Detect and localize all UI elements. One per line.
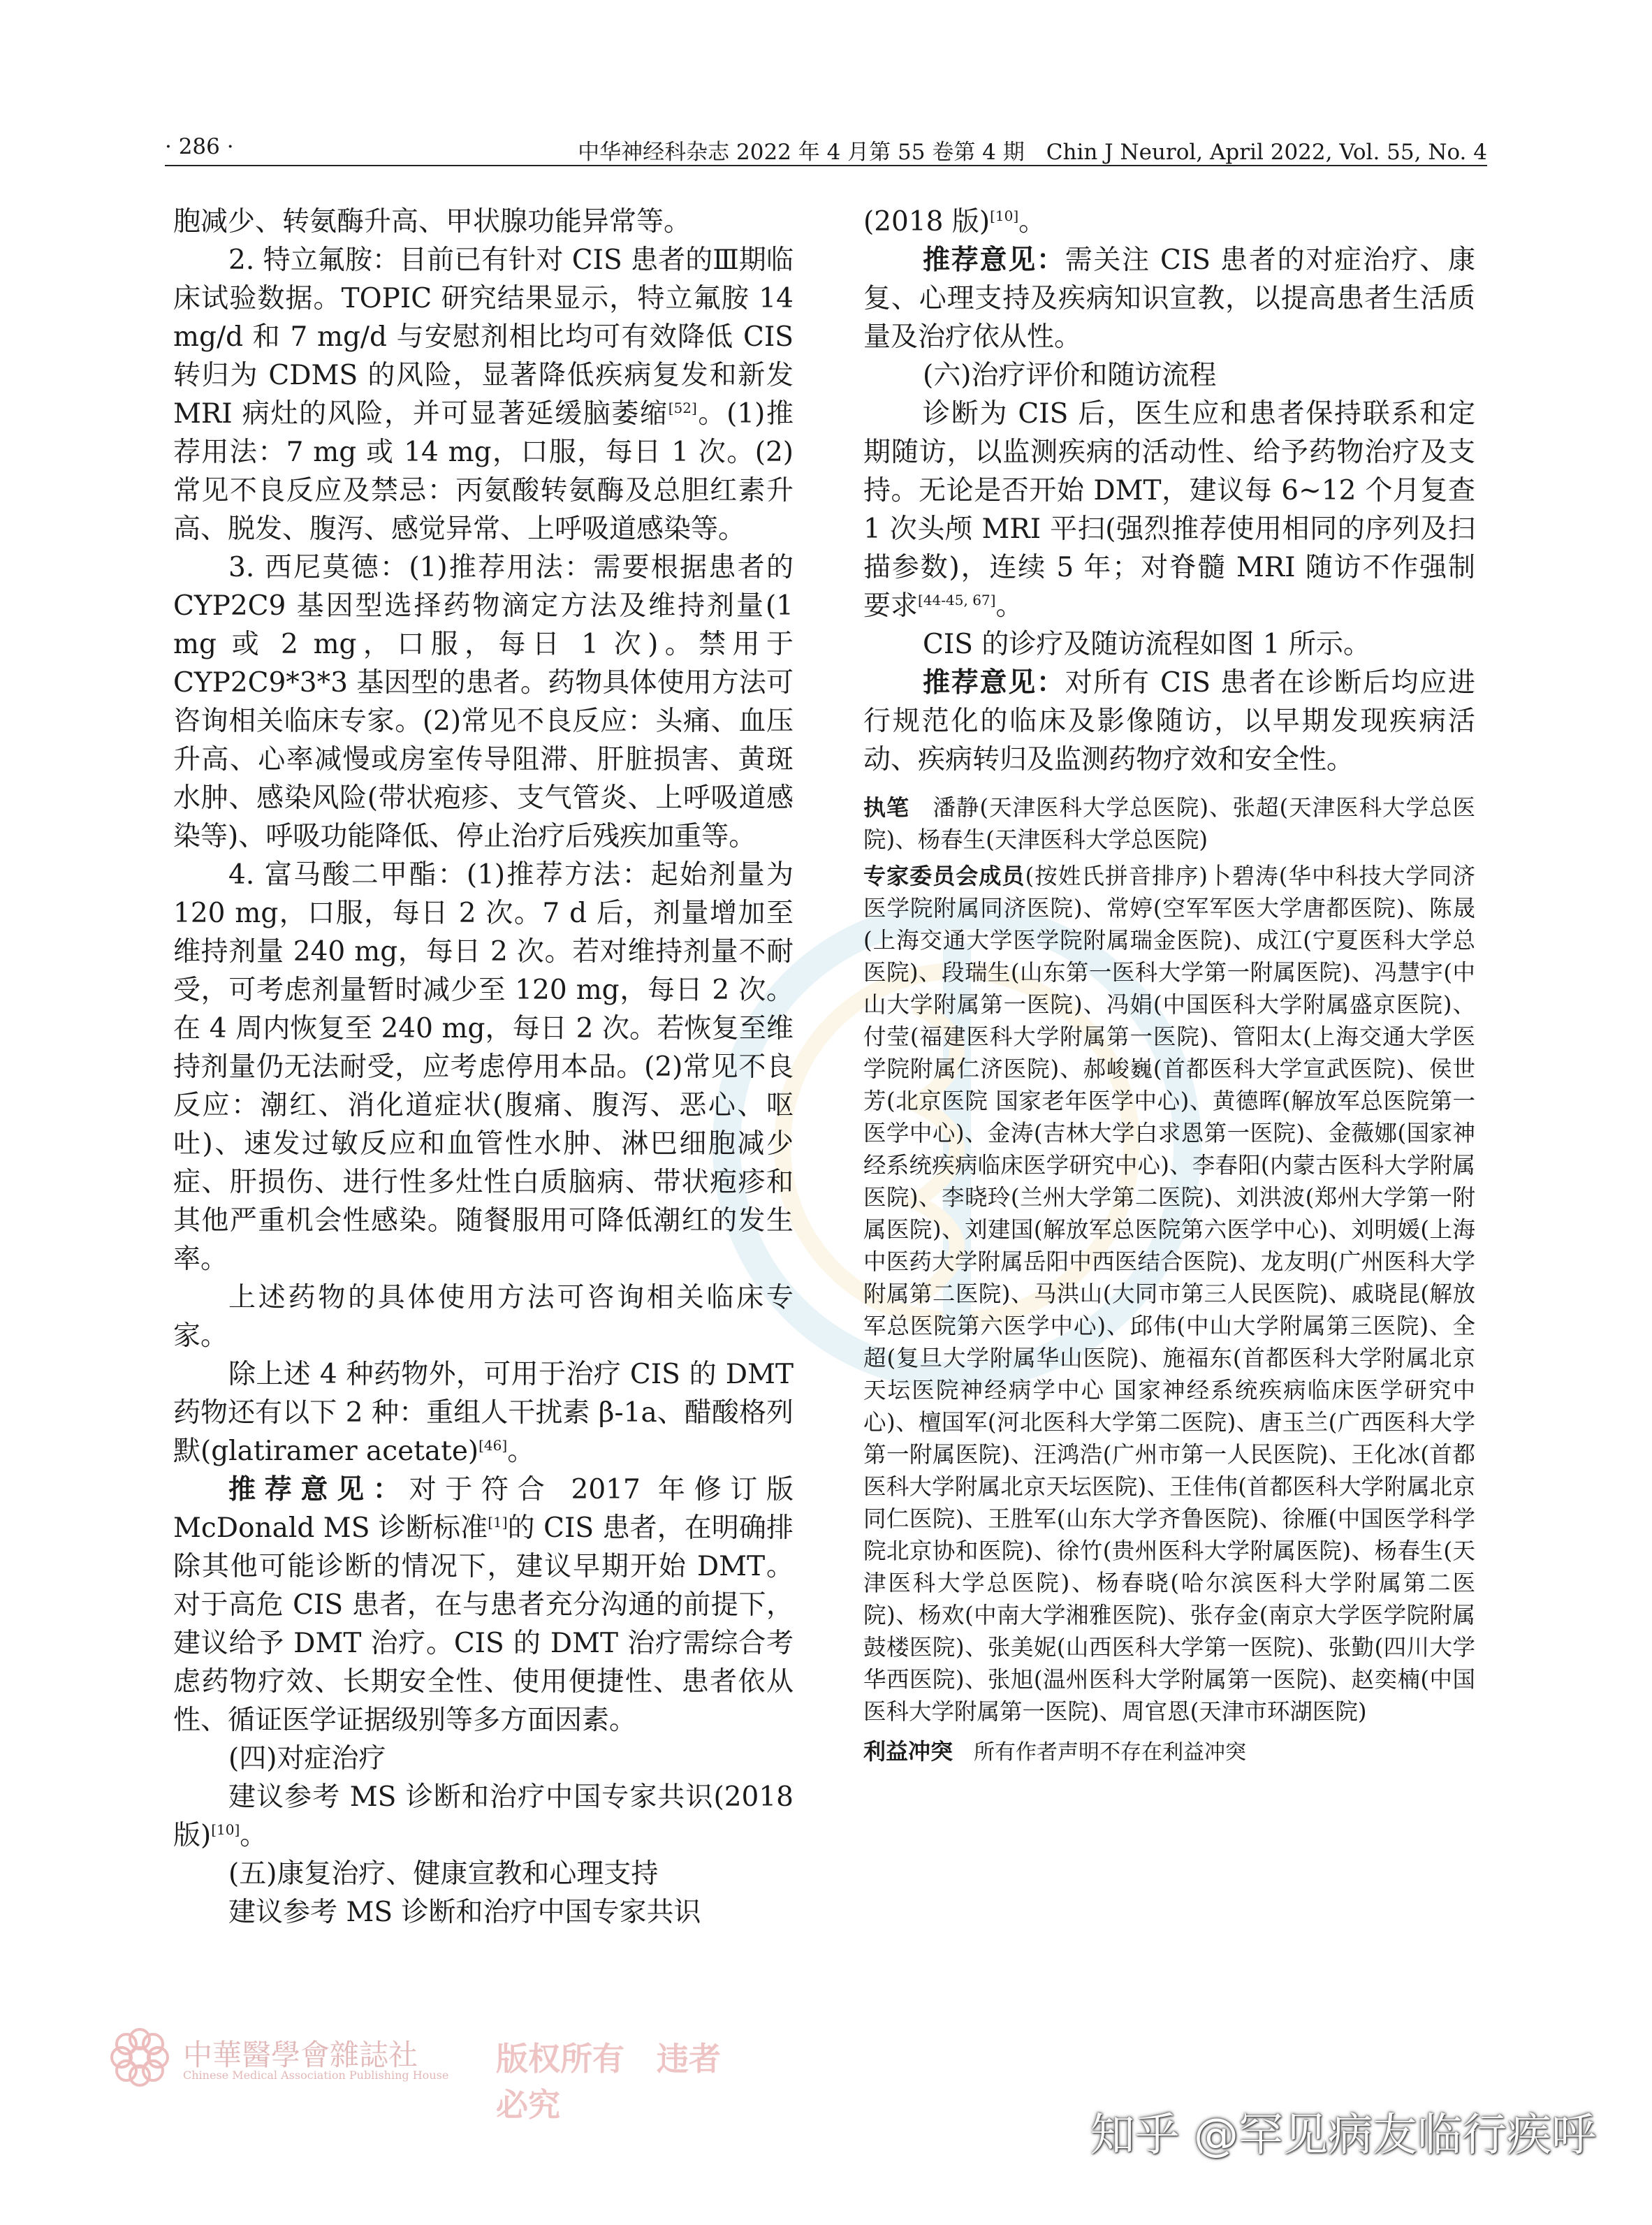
- citation: [10]: [990, 207, 1019, 224]
- conflict-of-interest: 利益冲突 所有作者声明不存在利益冲突: [863, 1738, 1247, 1765]
- page-number: · 286 ·: [165, 134, 234, 159]
- paragraph: 建议参考 MS 诊断和治疗中国专家共识: [228, 1897, 701, 1928]
- citation: [44-45, 67]: [918, 592, 996, 608]
- publisher-flower-icon: [105, 2022, 175, 2092]
- paragraph: 建议参考 MS 诊断和治疗中国专家共识(2018 版)[10]。: [173, 1781, 794, 1851]
- paragraph: 胞减少、转氨酶升高、甲状腺功能异常等。: [173, 206, 692, 238]
- author-block: [863, 791, 1475, 1767]
- publisher-watermark: [105, 2022, 733, 2124]
- section-heading: (四)对症治疗: [228, 1743, 386, 1774]
- section-heading: (六)治疗评价和随访流程: [923, 360, 1217, 391]
- committee-label: 专家委员会成员: [863, 863, 1025, 889]
- paragraph: 上述药物的具体使用方法可咨询相关临床专家。: [173, 1282, 794, 1352]
- paragraph-siponimod: 3. 西尼莫德：(1)推荐用法：需要根据患者的 CYP2C9 基因型选择药物滴定方法及维持剂量(1 mg 或 2 mg，口服，每日 1 次)。禁用于 CYP2C9*3*3 基因型的患者。药物具体使用方法可咨询相关临床专家。(2)常见不良反应：头痛、血压升高、心率减慢或房室传导阻滞、肝脏损害、黄斑水肿、感染风险(带状疱疹、支气管炎、上呼吸道感染等)、呼吸功能降低、停止治疗后残疾加重等。: [173, 552, 794, 852]
- coi-label: 利益冲突: [863, 1738, 953, 1765]
- recommendation-label: 推荐意见：: [228, 1474, 409, 1505]
- paragraph-other-dmt: 除上述 4 种药物外，可用于治疗 CIS 的 DMT 药物还有以下 2 种：重组人干扰素 β-1a、醋酸格列默(glatiramer acetate)[46]。: [173, 1359, 794, 1467]
- copyright-notice: 版权所有 违者必究: [496, 2040, 721, 2124]
- citation: [52]: [668, 400, 697, 416]
- citation: [10]: [211, 1821, 240, 1838]
- right-column: [863, 203, 1475, 1767]
- running-header: [165, 131, 1487, 166]
- paragraph: CIS 的诊疗及随访流程如图 1 所示。: [923, 629, 1370, 660]
- section-heading: (五)康复治疗、健康宣教和心理支持: [228, 1858, 659, 1890]
- journal-citation: 中华神经科杂志 2022 年 4 月第 55 卷第 4 期 Chin J Neurol, April 2022, Vol. 55, No. 4: [578, 140, 1487, 165]
- recommendation: 推荐意见：需关注 CIS 患者的对症治疗、康复、心理支持及疾病知识宣教，以提高患者生活质量及治疗依从性。: [863, 245, 1475, 353]
- recommendation: 推荐意见：对所有 CIS 患者在诊断后均应进行规范化的临床及影像随访，以早期发现疾病活动、疾病转归及监测药物疗效和安全性。: [863, 667, 1475, 775]
- recommendation-label: 推荐意见：: [923, 667, 1065, 699]
- committee-members: 专家委员会成员(按姓氏拼音排序)卜碧涛(华中科技大学同济医学院附属同济医院)、常婷(空军军医大学唐都医院)、陈晟(上海交通大学医学院附属瑞金医院)、成江(宁夏医科大学总医院)、段瑞生(山东第一医科大学第一附属医院)、冯慧宇(中山大学附属第一医院)、冯娟(中国医科大学附属盛京医院)、付莹(福建医科大学附属第一医院)、管阳太(上海交通大学医学院附属仁济医院)、郝峻巍(首都医科大学宣武医院)、侯世芳(北京医院 国家老年医学中心)、黄德晖(解放军总医院第一医学中心)、金涛(吉林大学白求恩第一医院)、金薇娜(国家神经系统疾病临床医学研究中心)、李春阳(内蒙古医科大学附属医院)、李晓玲(兰州大学第二医院)、刘洪波(郑州大学第一附属医院)、刘建国(解放军总医院第六医学中心)、刘明媛(上海中医药大学附属岳阳中西医结合医院)、龙友明(广州医科大学附属第二医院)、马洪山(大同市第三人民医院)、戚晓昆(解放军总医院第六医学中心)、邱伟(中山大学附属第三医院)、全超(复旦大学附属华山医院)、施福东(首都医科大学附属北京天坛医院神经病学中心 国家神经系统疾病临床医学研究中心)、檀国军(河北医科大学第二医院)、唐玉兰(广西医科大学第一附属医院)、汪鸿浩(广州市第一人民医院)、王化冰(首都医科大学附属北京天坛医院)、王佳伟(首都医科大学附属北京同仁医院)、王胜军(山东大学齐鲁医院)、徐雁(中国医学科学院北京协和医院)、徐竹(贵州医科大学附属医院)、杨春生(天津医科大学总医院)、杨春晓(哈尔滨医科大学附属第二医院)、杨欢(中南大学湘雅医院)、张存金(南京大学医学院附属鼓楼医院)、张美妮(山西医科大学第一医院)、张勤(四川大学华西医院)、张旭(温州医科大学附属第一医院)、赵奕楠(中国医科大学附属第一医院)、周官恩(天津市环湖医院): [863, 863, 1475, 1725]
- authors: 执笔 潘静(天津医科大学总医院)、张超(天津医科大学总医院)、杨春生(天津医科大学总医院): [863, 794, 1475, 853]
- publisher-name-en: Chinese Medical Association Publishing House: [183, 2069, 449, 2082]
- left-column: [173, 203, 794, 1932]
- citation: [1]: [488, 1514, 508, 1531]
- recommendation-label: 推荐意见：: [923, 245, 1065, 276]
- paragraph-teriflunomide: 2. 特立氟胺：目前已有针对 CIS 患者的Ⅲ期临床试验数据。TOPIC 研究结果显示，特立氟胺 14 mg/d 和 7 mg/d 与安慰剂相比均可有效降低 CIS 转归为 CDMS 的风险，显著降低疾病复发和新发 MRI 病灶的风险，并可显著延缓脑萎缩[52]。(1)推荐用法：7 mg 或 14 mg，口服，每日 1 次。(2)常见不良反应及禁忌：丙氨酸转氨酶及总胆红素升高、脱发、腹泻、感觉异常、上呼吸道感染等。: [173, 245, 794, 545]
- paragraph-dimethyl-fumarate: 4. 富马酸二甲酯：(1)推荐方法：起始剂量为 120 mg，口服，每日 2 次。7 d 后，剂量增加至维持剂量 240 mg，每日 2 次。若对维持剂量不耐受，可考虑剂量暂时减少至 120 mg，每日 2 次。在 4 周内恢复至 240 mg，每日 2 次。若恢复至维持剂量仍无法耐受，应考虑停用本品。(2)常见不良反应：潮红、消化道症状(腹痛、腹泻、恶心、呕吐)、速发过敏反应和血管性水肿、淋巴细胞减少症、肝损伤、进行性多灶性白质脑病、带状疱疹和其他严重机会性感染。随餐服用可降低潮红的发生率。: [173, 859, 794, 1275]
- paragraph: (2018 版)[10]。: [863, 206, 1046, 238]
- citation: [46]: [478, 1437, 508, 1454]
- recommendation: 推荐意见：对于符合 2017 年修订版 McDonald MS 诊断标准[1]的 CIS 患者，在明确排除其他可能诊断的情况下，建议早期开始 DMT。对于高危 CIS 患者，在与患者充分沟通的前提下，建议给予 DMT 治疗。CIS 的 DMT 治疗需综合考虑药物疗效、长期安全性、使用便捷性、患者依从性、循证医学证据级别等多方面因素。: [173, 1474, 794, 1736]
- paragraph-follow-up: 诊断为 CIS 后，医生应和患者保持联系和定期随访，以监测疾病的活动性、给予药物治疗及支持。无论是否开始 DMT，建议每 6~12 个月复查 1 次头颅 MRI 平扫(强烈推荐使用相同的序列及扫描参数)，连续 5 年；对脊髓 MRI 随访不作强制要求[44-45, 67]。: [863, 398, 1475, 622]
- platform-watermark: 知乎 @罕见病友临行疾呼: [1090, 2110, 1596, 2161]
- authors-label: 执笔: [863, 794, 909, 821]
- publisher-name: 中華醫學會雜誌社: [183, 2038, 418, 2072]
